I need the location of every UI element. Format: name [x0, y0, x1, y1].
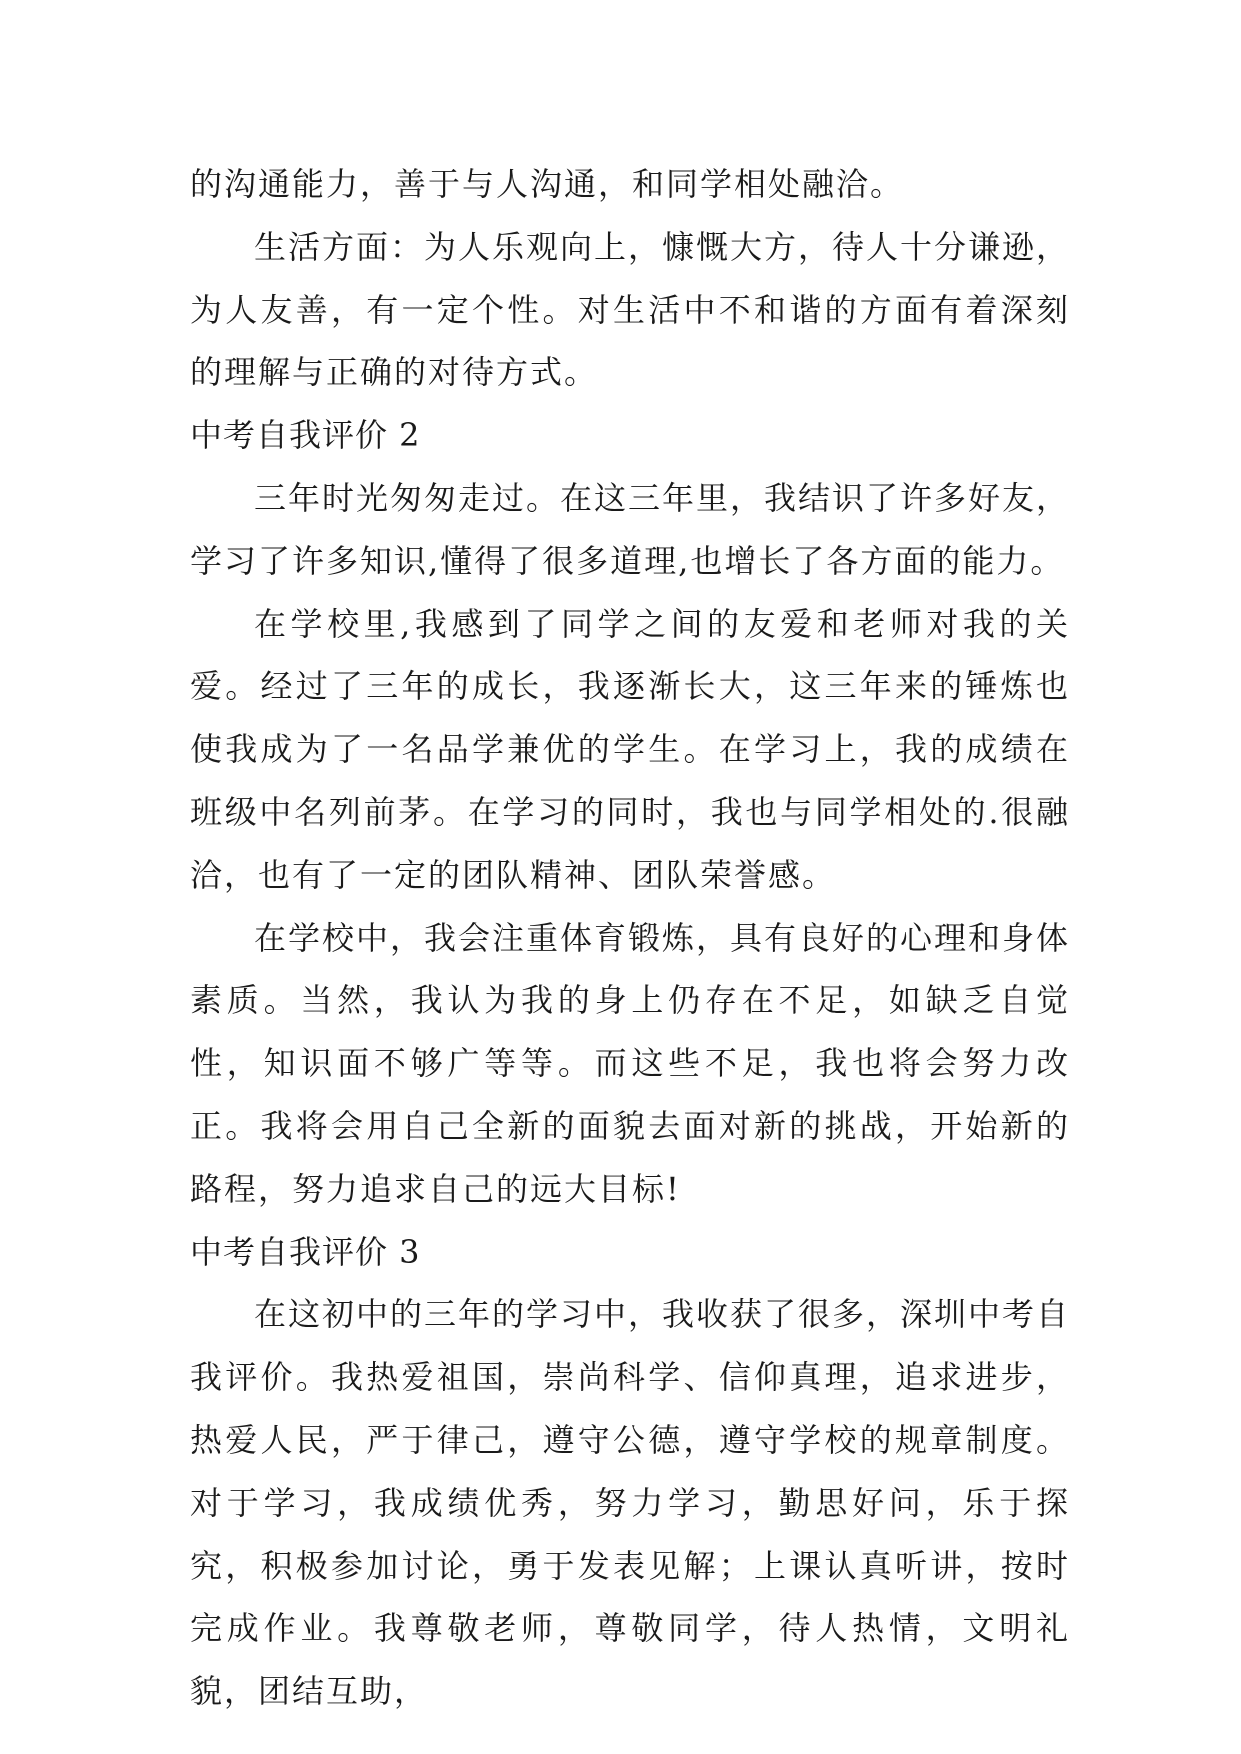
paragraph-continued: 的沟通能力，善于与人沟通，和同学相处融洽。: [190, 165, 905, 203]
paragraph-at-school: 在学校里,我感到了同学之间的友爱和老师对我的关爱。经过了三年的成长，我逐渐长大，这三年来的锤炼也使我成为了一名品学兼优的学生。在学习上，我的成绩在班级中名列前茅。在学习的同时，我也与同学相处的.很融洽，也有了一定的团队精神、团队荣誉感。: [190, 604, 1070, 894]
paragraph-three-years: 三年时光匆匆走过。在这三年里，我结识了许多好友，学习了许多知识,懂得了很多道理,也增长了各方面的能力。: [190, 478, 1071, 580]
paragraph-life-aspect: 生活方面：为人乐观向上，慷慨大方，待人十分谦逊，为人友善，有一定个性。对生活中不和谐的方面有着深刻的理解与正确的对待方式。: [190, 227, 1071, 392]
document-body: [190, 153, 1070, 1723]
section-heading-3: 中考自我评价 3: [190, 1232, 421, 1271]
paragraph-physical-training: 在学校中，我会注重体育锻炼，具有良好的心理和身体素质。当然，我认为我的身上仍存在不足，如缺乏自觉性，知识面不够广等等。而这些不足，我也将会努力改正。我将会用自己全新的面貌去面对新的挑战，开始新的路程，努力追求自己的远大目标!: [190, 918, 1071, 1208]
paragraph-junior-high: 在这初中的三年的学习中，我收获了很多，深圳中考自我评价。我热爱祖国，崇尚科学、信仰真理，追求进步，热爱人民，严于律己，遵守公德，遵守学校的规章制度。对于学习，我成绩优秀，努力学习，勤思好问，乐于探究，积极参加讨论，勇于发表见解；上课认真听讲，按时完成作业。我尊敬老师，尊敬同学，待人热情，文明礼貌，团结互助，: [190, 1295, 1071, 1711]
section-heading-2: 中考自我评价 2: [190, 416, 421, 455]
